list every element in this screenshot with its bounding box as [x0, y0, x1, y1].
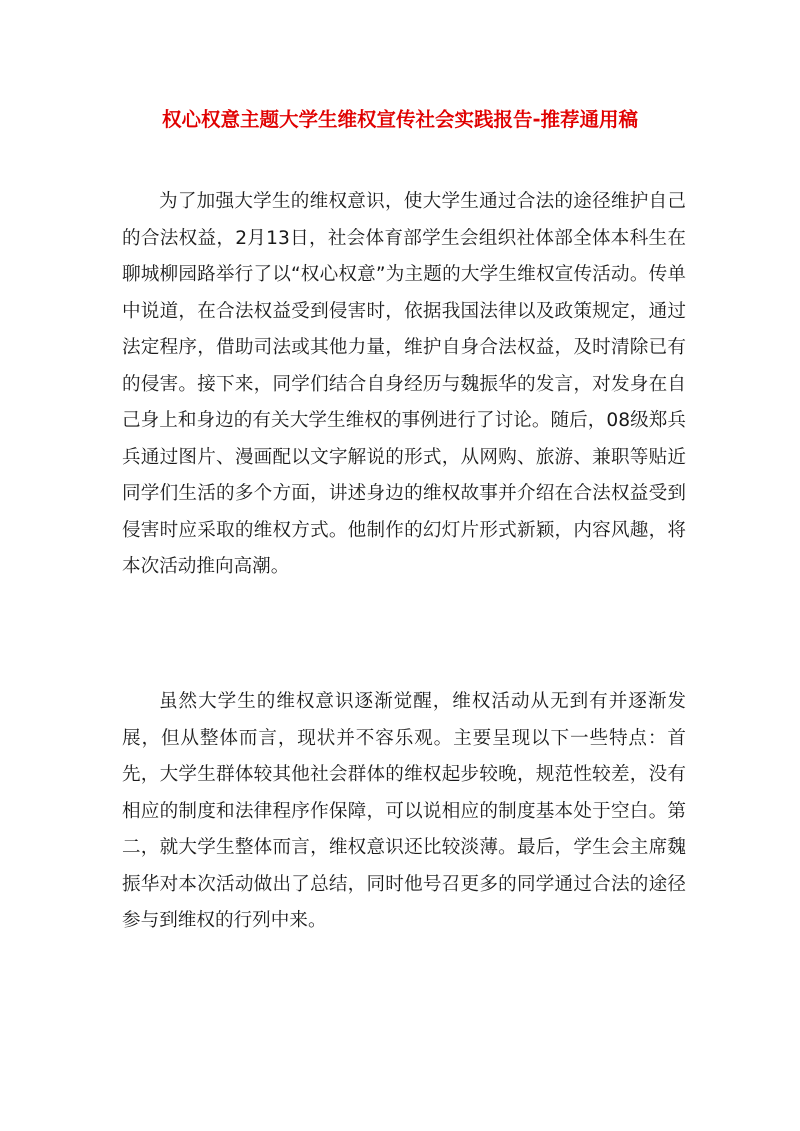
body-paragraph-1: 为了加强大学生的维权意识，使大学生通过合法的途径维护自己的合法权益，2月13日，社会体育部学生会组织社体部全体本科生在聊城柳园路举行了以“权心权意”为主题的大学生维权宣传活动。传单中说道，在合法权益受到侵害时，依据我国法律以及政策规定，通过法定程序，借助司法或其他力量，维护自身合法权益，及时清除已有的侵害。接下来，同学们结合自身经历与魏振华的发言，对发身在自己身上和身边的有关大学生维权的事例进行了讨论。随后，08级郑兵兵通过图片、漫画配以文字解说的形式，从网购、旅游、兼职等贴近同学们生活的多个方面，讲述身边的维权故事并介绍在合法权益受到侵害时应采取的维权方式。他制作的幻灯片形式新颖，内容风趣，将本次活动推向高潮。 [122, 191, 686, 577]
body-paragraph-2: 虽然大学生的维权意识逐渐觉醒，维权活动从无到有并逐渐发展，但从整体而言，现状并不容乐观。主要呈现以下一些特点：首先，大学生群体较其他社会群体的维权起步较晚，规范性较差，没有相应的制度和法律程序作保障，可以说相应的制度基本处于空白。第二，就大学生整体而言，维权意识还比较淡薄。最后，学生会主席魏振华对本次活动做出了总结，同时他号召更多的同学通过合法的途径参与到维权的行列中来。 [122, 691, 686, 931]
document-title: 权心权意主题大学生维权宣传社会实践报告-推荐通用稿 [161, 108, 639, 131]
